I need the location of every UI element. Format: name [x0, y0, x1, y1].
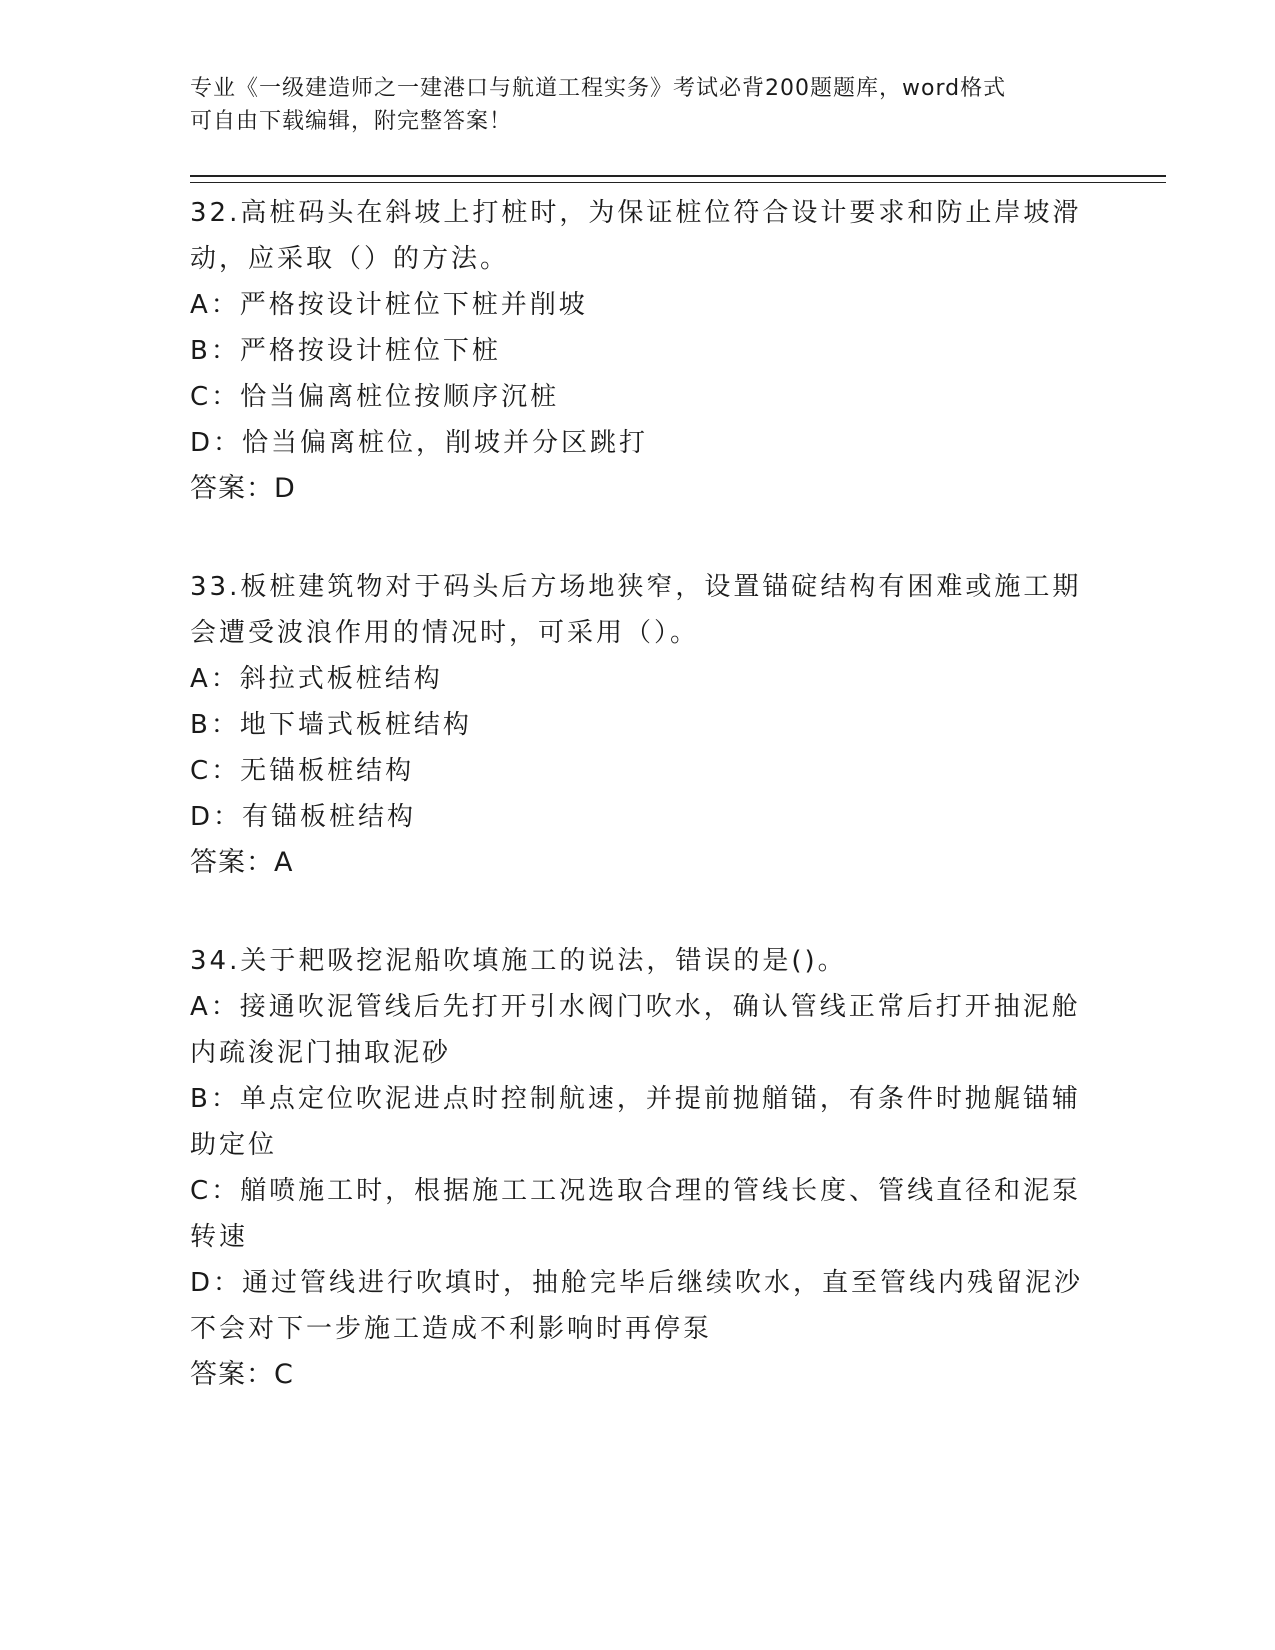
- option-c: C：恰当偏离桩位按顺序沉桩: [190, 382, 560, 412]
- option-b: B：地下墙式板桩结构: [190, 710, 472, 740]
- question-list: [190, 190, 1090, 1450]
- question-text: 34.关于耙吸挖泥船吹填施工的说法，错误的是()。: [190, 946, 847, 976]
- question-text: 33.板桩建筑物对于码头后方场地狭窄，设置锚碇结构有困难或施工期会遭受波浪作用的情况时，可采用（）。: [190, 572, 1082, 648]
- question-item: [190, 564, 1090, 886]
- option-b: B：单点定位吹泥进点时控制航速，并提前抛艏锚，有条件时抛艉锚辅助定位: [190, 1084, 1081, 1160]
- question-item: [190, 938, 1090, 1398]
- answer-line: 答案：A: [190, 847, 294, 878]
- option-a: A：斜拉式板桩结构: [190, 664, 443, 694]
- answer-line: 答案：D: [190, 473, 296, 504]
- question-item: [190, 190, 1090, 512]
- document-header: 专业《一级建造师之一建港口与航道工程实务》考试必背200题题库，word格式 可自由下载编辑，附完整答案！: [190, 76, 1007, 134]
- option-d: D：通过管线进行吹填时，抽舱完毕后继续吹水，直至管线内残留泥沙不会对下一步施工造成不利影响时再停泵: [190, 1268, 1084, 1344]
- option-c: C：无锚板桩结构: [190, 756, 415, 786]
- option-c: C：艏喷施工时，根据施工工况选取合理的管线长度、管线直径和泥泵转速: [190, 1176, 1082, 1252]
- option-d: D：有锚板桩结构: [190, 802, 417, 832]
- answer-line: 答案：C: [190, 1359, 294, 1390]
- option-a: A：接通吹泥管线后先打开引水阀门吹水，确认管线正常后打开抽泥舱内疏浚泥门抽取泥砂: [190, 992, 1081, 1068]
- header-divider-thick: [190, 175, 1166, 177]
- option-a: A：严格按设计桩位下桩并削坡: [190, 290, 588, 320]
- question-text: 32.高桩码头在斜坡上打桩时，为保证桩位符合设计要求和防止岸坡滑动，应采取（）的方法。: [190, 198, 1082, 274]
- option-d: D：恰当偏离桩位，削坡并分区跳打: [190, 428, 649, 458]
- header-divider-thin: [190, 182, 1166, 183]
- option-b: B：严格按设计桩位下桩: [190, 336, 501, 366]
